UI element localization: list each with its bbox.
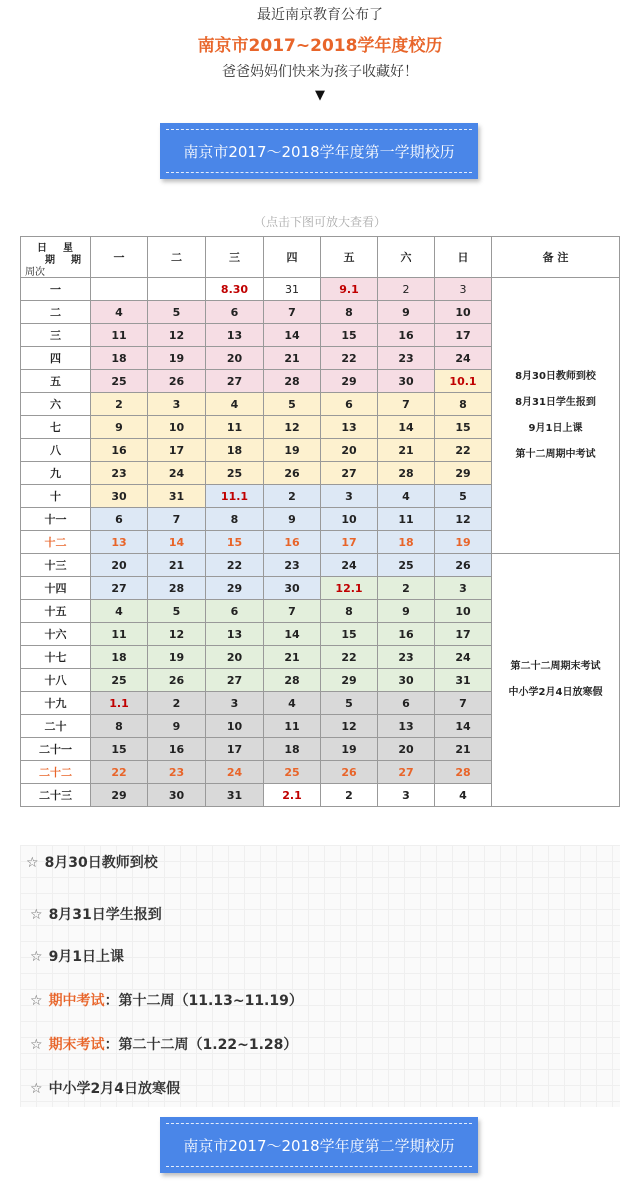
date-cell: 24	[435, 347, 492, 370]
corner-xing: 星	[63, 243, 73, 254]
date-cell: 29	[435, 462, 492, 485]
date-cell: 19	[148, 646, 206, 669]
semester-1-banner	[160, 123, 478, 179]
date-cell: 4	[91, 600, 148, 623]
week-number: 十六	[21, 623, 91, 646]
date-cell: 26	[435, 554, 492, 577]
note-line: 中小学2月4日放寒假	[508, 687, 603, 698]
date-cell	[148, 278, 206, 301]
date-cell: 21	[148, 554, 206, 577]
date-cell: 7	[148, 508, 206, 531]
date-cell: 31	[148, 485, 206, 508]
date-cell: 25	[206, 462, 264, 485]
summary-item-midterm: ☆ 期中考试：第十二周（11.13~11.19）	[30, 993, 303, 1009]
corner-ri: 日	[37, 243, 47, 254]
star-icon: ☆	[30, 1037, 43, 1053]
date-cell: 6	[321, 393, 378, 416]
note-line: 8月31日学生报到	[515, 396, 596, 408]
date-cell: 17	[435, 324, 492, 347]
date-cell: 12	[264, 416, 321, 439]
date-cell: 3	[148, 393, 206, 416]
date-cell: 12	[435, 508, 492, 531]
corner-header	[21, 237, 91, 278]
date-cell: 23	[378, 347, 435, 370]
note-line: 第十二周期中考试	[515, 448, 596, 460]
down-arrow-icon: ▼	[315, 88, 325, 103]
star-icon: ☆	[30, 949, 43, 965]
date-cell: 24	[206, 761, 264, 784]
date-cell: 16	[264, 531, 321, 554]
date-cell: 28	[378, 462, 435, 485]
week-number: 十	[21, 485, 91, 508]
week-number: 十八	[21, 669, 91, 692]
date-cell: 16	[378, 623, 435, 646]
zoom-hint: （点击下图可放大查看）	[253, 215, 386, 229]
date-cell: 12.1	[321, 577, 378, 600]
date-cell: 11.1	[206, 485, 264, 508]
day-header: 五	[321, 237, 378, 278]
date-cell: 30	[91, 485, 148, 508]
summary-panel	[20, 845, 620, 1107]
date-cell: 15	[435, 416, 492, 439]
week-number: 十二	[21, 531, 91, 554]
date-cell: 17	[435, 623, 492, 646]
date-cell: 18	[91, 347, 148, 370]
star-icon: ☆	[30, 993, 43, 1009]
date-cell: 26	[321, 761, 378, 784]
date-cell: 13	[321, 416, 378, 439]
date-cell: 18	[378, 531, 435, 554]
note-line: 9月1日上课	[528, 422, 583, 434]
date-cell: 28	[148, 577, 206, 600]
date-cell: 14	[148, 531, 206, 554]
date-cell: 23	[148, 761, 206, 784]
date-cell: 24	[435, 646, 492, 669]
date-cell: 5	[148, 600, 206, 623]
date-cell: 15	[91, 738, 148, 761]
date-cell: 22	[206, 554, 264, 577]
date-cell: 24	[148, 462, 206, 485]
date-cell: 26	[148, 370, 206, 393]
date-cell: 20	[378, 738, 435, 761]
date-cell: 3	[435, 577, 492, 600]
week-number: 八	[21, 439, 91, 462]
date-cell: 4	[435, 784, 492, 807]
date-cell: 18	[264, 738, 321, 761]
date-cell: 8.30	[206, 278, 264, 301]
date-cell: 16	[148, 738, 206, 761]
date-cell: 2	[321, 784, 378, 807]
corner-zhouci: 周次	[25, 267, 45, 278]
date-cell: 28	[435, 761, 492, 784]
date-cell: 30	[378, 669, 435, 692]
day-header: 四	[264, 237, 321, 278]
date-cell: 9	[148, 715, 206, 738]
intro-line-1: 最近南京教育公布了	[257, 7, 383, 23]
date-cell: 9	[91, 416, 148, 439]
date-cell: 15	[321, 324, 378, 347]
date-cell: 7	[378, 393, 435, 416]
date-cell: 11	[378, 508, 435, 531]
date-cell: 21	[264, 347, 321, 370]
week-number: 十七	[21, 646, 91, 669]
summary-item: ☆ 中小学2月4日放寒假	[30, 1081, 181, 1097]
date-cell: 6	[206, 301, 264, 324]
date-cell: 4	[91, 301, 148, 324]
date-cell: 19	[435, 531, 492, 554]
date-cell: 12	[148, 324, 206, 347]
date-cell: 1.1	[91, 692, 148, 715]
date-cell: 11	[264, 715, 321, 738]
date-cell: 11	[91, 324, 148, 347]
date-cell: 2	[264, 485, 321, 508]
date-cell: 23	[378, 646, 435, 669]
week-number: 十九	[21, 692, 91, 715]
day-header: 二	[148, 237, 206, 278]
week-number: 二十二	[21, 761, 91, 784]
star-icon: ☆	[26, 855, 39, 871]
semester-2-banner-title: 南京市2017～2018学年度第二学期校历	[166, 1123, 472, 1167]
date-cell: 5	[264, 393, 321, 416]
date-cell: 17	[148, 439, 206, 462]
date-cell: 11	[206, 416, 264, 439]
summary-item: ☆ 8月30日教师到校	[26, 855, 158, 871]
date-cell: 31	[206, 784, 264, 807]
notes-header: 备 注	[492, 237, 620, 278]
date-cell: 6	[378, 692, 435, 715]
semester-1-banner-title: 南京市2017～2018学年度第一学期校历	[166, 129, 472, 173]
week-number: 二十一	[21, 738, 91, 761]
week-number: 六	[21, 393, 91, 416]
date-cell: 2	[91, 393, 148, 416]
intro-title: 南京市2017~2018学年度校历	[197, 36, 443, 56]
week-number: 二	[21, 301, 91, 324]
date-cell: 20	[206, 347, 264, 370]
date-cell: 26	[148, 669, 206, 692]
week-number: 二十	[21, 715, 91, 738]
summary-item: ☆ 9月1日上课	[30, 949, 125, 965]
star-icon: ☆	[30, 1081, 43, 1097]
date-cell: 25	[378, 554, 435, 577]
date-cell: 10	[321, 508, 378, 531]
date-cell: 22	[435, 439, 492, 462]
date-cell: 27	[206, 669, 264, 692]
date-cell: 16	[91, 439, 148, 462]
date-cell: 27	[378, 761, 435, 784]
date-cell: 12	[148, 623, 206, 646]
date-cell: 6	[91, 508, 148, 531]
date-cell: 9	[378, 301, 435, 324]
notes-cell-bottom	[492, 554, 620, 807]
date-cell: 30	[264, 577, 321, 600]
date-cell: 7	[264, 600, 321, 623]
star-icon: ☆	[30, 907, 43, 923]
date-cell: 30	[378, 370, 435, 393]
date-cell: 10	[435, 600, 492, 623]
semester-2-banner[interactable]	[160, 1117, 478, 1173]
date-cell: 2	[148, 692, 206, 715]
date-cell: 14	[264, 623, 321, 646]
date-cell: 21	[435, 738, 492, 761]
week-number: 九	[21, 462, 91, 485]
date-cell: 24	[321, 554, 378, 577]
date-cell: 19	[264, 439, 321, 462]
date-cell: 29	[206, 577, 264, 600]
date-cell: 8	[206, 508, 264, 531]
date-cell: 14	[378, 416, 435, 439]
calendar-header-row	[21, 237, 620, 278]
week-number: 七	[21, 416, 91, 439]
intro-line-3: 爸爸妈妈们快来为孩子收藏好！	[222, 64, 418, 80]
date-cell: 2	[378, 278, 435, 301]
date-cell: 17	[321, 531, 378, 554]
date-cell: 25	[264, 761, 321, 784]
date-cell: 8	[321, 600, 378, 623]
week-row	[21, 554, 620, 577]
date-cell: 22	[321, 347, 378, 370]
date-cell: 4	[264, 692, 321, 715]
date-cell: 30	[148, 784, 206, 807]
date-cell: 27	[206, 370, 264, 393]
date-cell: 7	[264, 301, 321, 324]
day-header: 一	[91, 237, 148, 278]
date-cell: 5	[321, 692, 378, 715]
date-cell: 3	[435, 278, 492, 301]
summary-item-final: ☆ 期末考试：第二十二周（1.22~1.28）	[30, 1037, 298, 1053]
week-number: 十四	[21, 577, 91, 600]
date-cell: 5	[148, 301, 206, 324]
date-cell: 27	[91, 577, 148, 600]
date-cell: 4	[378, 485, 435, 508]
date-cell: 2	[378, 577, 435, 600]
date-cell: 22	[321, 646, 378, 669]
date-cell: 13	[206, 324, 264, 347]
date-cell: 14	[264, 324, 321, 347]
note-line: 第二十二周期末考试	[510, 661, 601, 672]
date-cell: 25	[91, 370, 148, 393]
date-cell: 15	[321, 623, 378, 646]
date-cell: 28	[264, 669, 321, 692]
note-line: 8月30日教师到校	[515, 370, 596, 382]
date-cell: 3	[378, 784, 435, 807]
date-cell: 21	[378, 439, 435, 462]
date-cell: 5	[435, 485, 492, 508]
date-cell: 16	[378, 324, 435, 347]
date-cell: 18	[91, 646, 148, 669]
day-header: 日	[435, 237, 492, 278]
date-cell: 23	[264, 554, 321, 577]
date-cell: 3	[321, 485, 378, 508]
date-cell: 12	[321, 715, 378, 738]
date-cell: 2.1	[264, 784, 321, 807]
week-row	[21, 278, 620, 301]
week-number: 五	[21, 370, 91, 393]
date-cell: 31	[435, 669, 492, 692]
week-number: 四	[21, 347, 91, 370]
date-cell: 29	[91, 784, 148, 807]
date-cell: 6	[206, 600, 264, 623]
date-cell: 9	[378, 600, 435, 623]
date-cell: 29	[321, 669, 378, 692]
date-cell: 28	[264, 370, 321, 393]
day-header: 三	[206, 237, 264, 278]
date-cell: 23	[91, 462, 148, 485]
week-number: 二十三	[21, 784, 91, 807]
corner-qi: 期	[71, 255, 81, 266]
date-cell: 9.1	[321, 278, 378, 301]
date-cell: 13	[378, 715, 435, 738]
corner-zhou: 期	[45, 255, 55, 266]
date-cell: 21	[264, 646, 321, 669]
summary-item: ☆ 8月31日学生报到	[30, 907, 162, 923]
date-cell: 13	[206, 623, 264, 646]
week-number: 十一	[21, 508, 91, 531]
date-cell: 10	[206, 715, 264, 738]
week-number: 三	[21, 324, 91, 347]
date-cell: 18	[206, 439, 264, 462]
date-cell: 22	[91, 761, 148, 784]
date-cell: 19	[148, 347, 206, 370]
date-cell: 27	[321, 462, 378, 485]
date-cell: 9	[264, 508, 321, 531]
day-header: 六	[378, 237, 435, 278]
date-cell: 8	[91, 715, 148, 738]
date-cell: 11	[91, 623, 148, 646]
date-cell: 31	[264, 278, 321, 301]
date-cell: 13	[91, 531, 148, 554]
date-cell: 15	[206, 531, 264, 554]
date-cell: 25	[91, 669, 148, 692]
date-cell: 29	[321, 370, 378, 393]
date-cell: 3	[206, 692, 264, 715]
date-cell: 20	[321, 439, 378, 462]
date-cell: 20	[206, 646, 264, 669]
date-cell: 7	[435, 692, 492, 715]
school-calendar-table[interactable]	[20, 236, 620, 807]
date-cell: 10	[435, 301, 492, 324]
date-cell: 8	[435, 393, 492, 416]
week-number: 一	[21, 278, 91, 301]
week-number: 十三	[21, 554, 91, 577]
date-cell: 17	[206, 738, 264, 761]
date-cell	[91, 278, 148, 301]
date-cell: 10	[148, 416, 206, 439]
notes-cell-top	[492, 278, 620, 554]
date-cell: 14	[435, 715, 492, 738]
date-cell: 8	[321, 301, 378, 324]
date-cell: 4	[206, 393, 264, 416]
date-cell: 19	[321, 738, 378, 761]
week-number: 十五	[21, 600, 91, 623]
date-cell: 10.1	[435, 370, 492, 393]
date-cell: 26	[264, 462, 321, 485]
date-cell: 20	[91, 554, 148, 577]
